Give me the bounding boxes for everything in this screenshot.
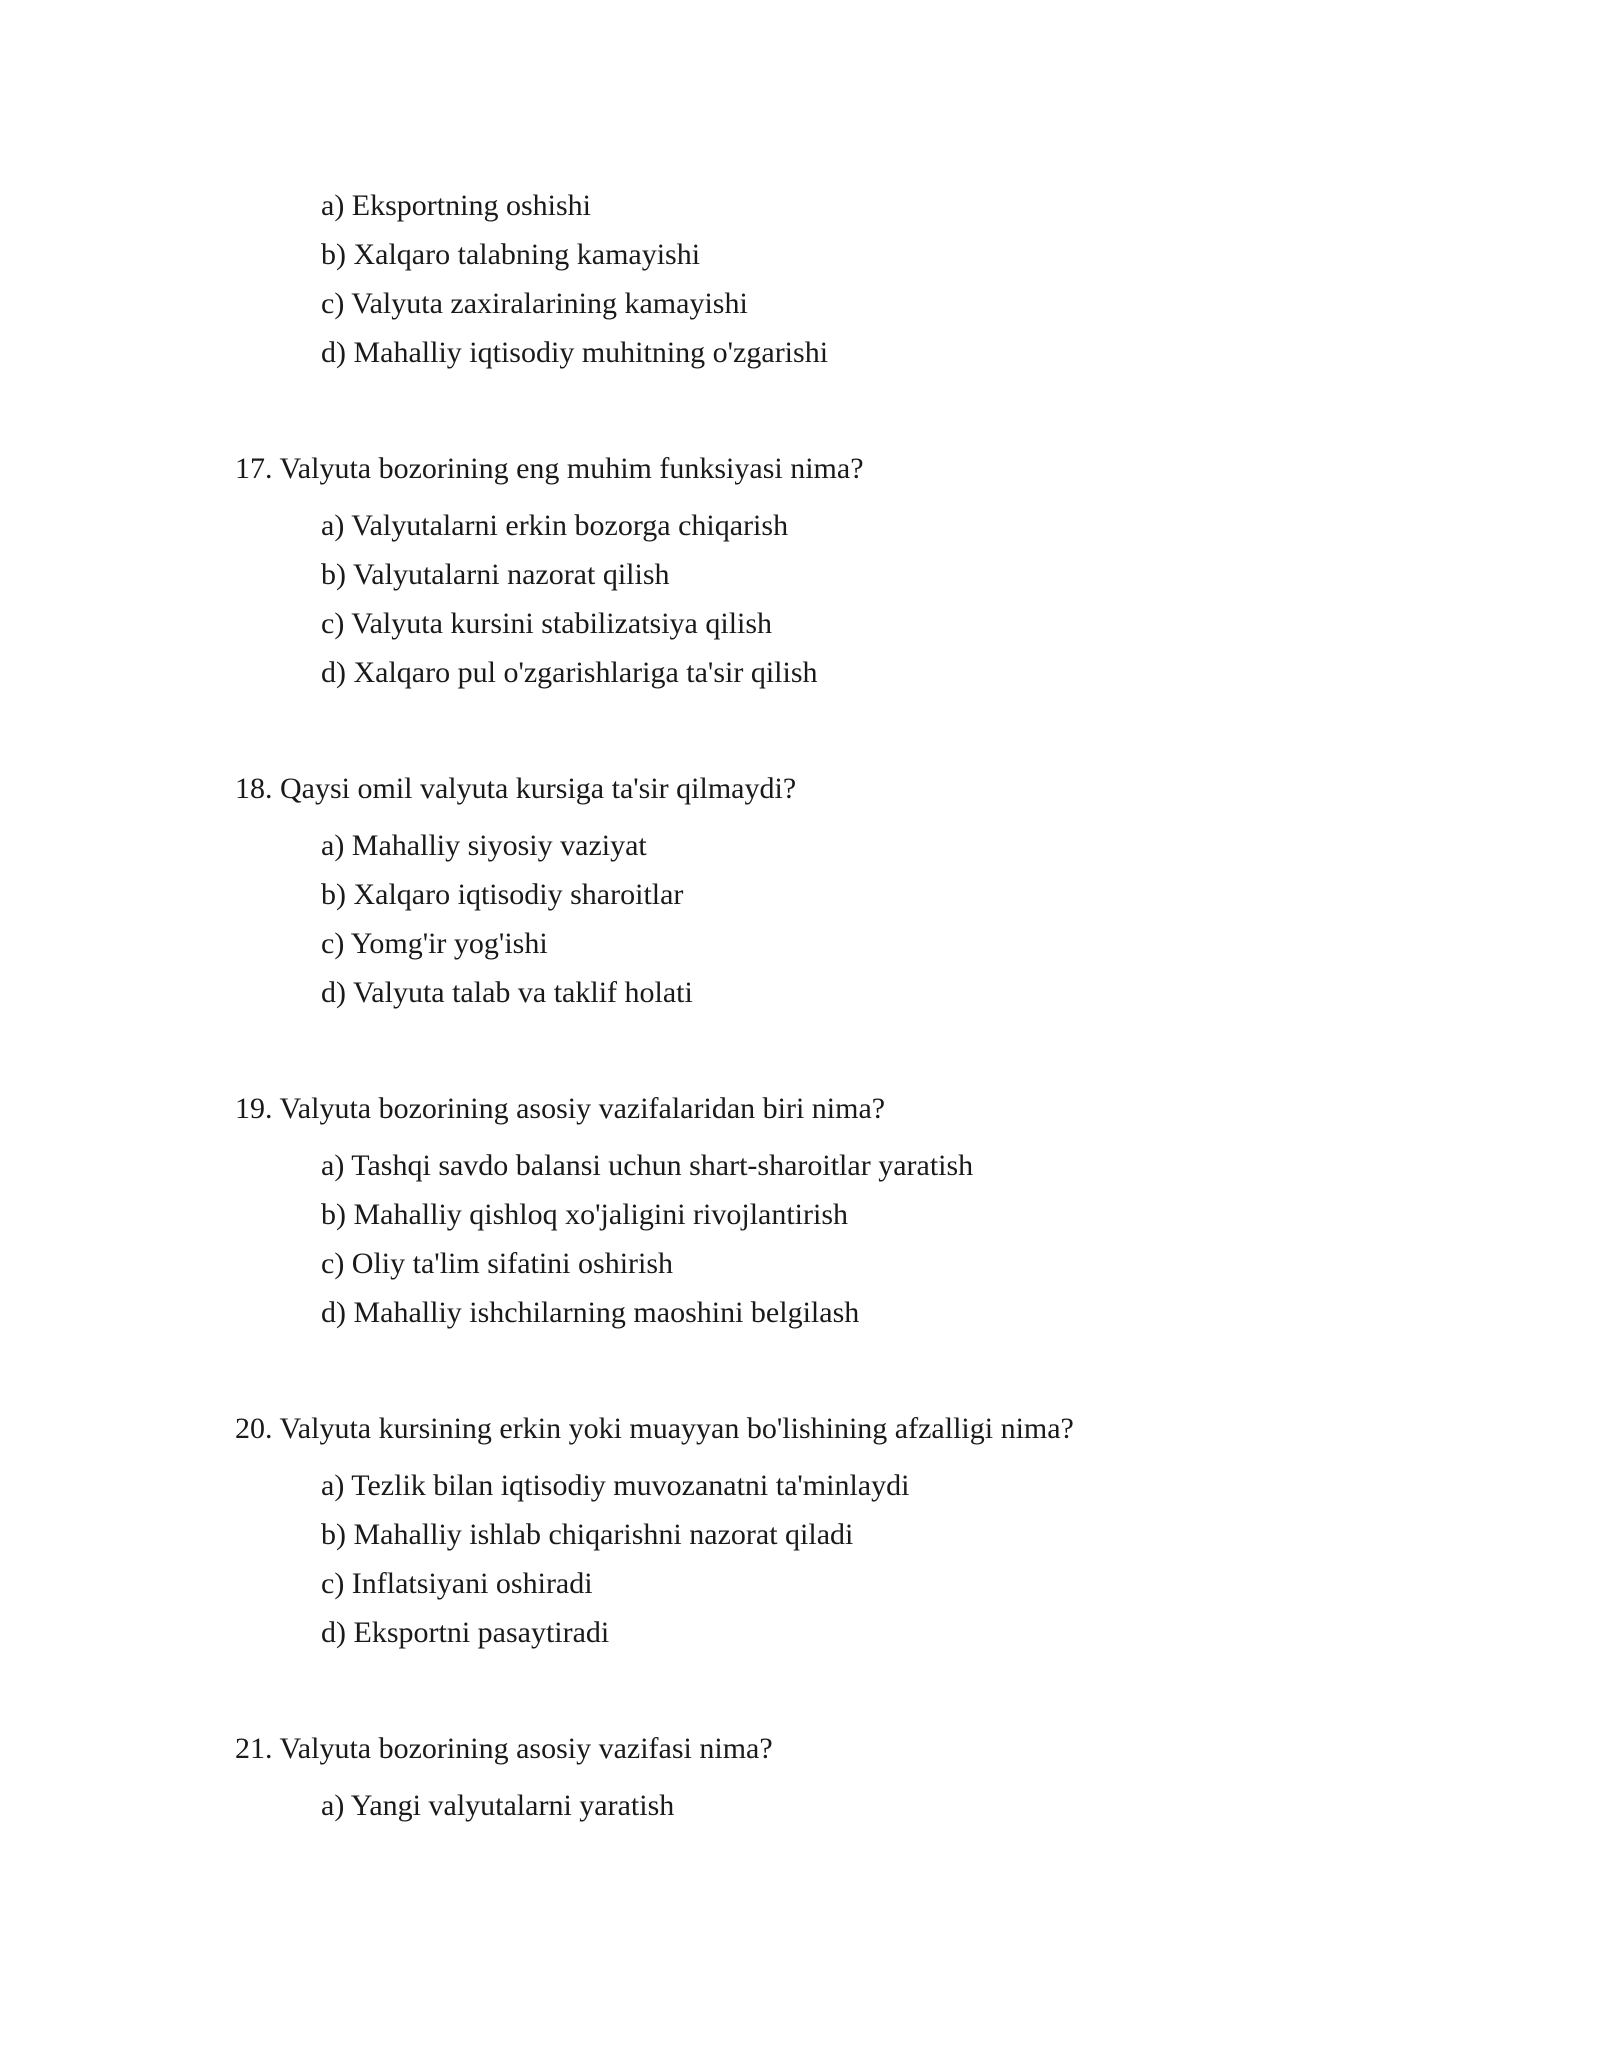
option-20-c: c) Inflatsiyani oshiradi [321, 1567, 593, 1600]
option-17-a: a) Valyutalarni erkin bozorga chiqarish [321, 509, 789, 542]
question-18-text: 18. Qaysi omil valyuta kursiga ta'sir qilmaydi? [235, 772, 797, 805]
option-19-c: c) Oliy ta'lim sifatini oshirish [321, 1247, 674, 1280]
option-16-a: a) Eksportning oshishi [321, 189, 591, 222]
option-18-a: a) Mahalliy siyosiy vaziyat [321, 829, 647, 862]
option-16-d: d) Mahalliy iqtisodiy muhitning o'zgarishi [321, 336, 829, 369]
question-19-text: 19. Valyuta bozorining asosiy vazifalaridan biri nima? [235, 1092, 886, 1125]
option-16-c: c) Valyuta zaxiralarining kamayishi [321, 287, 748, 320]
option-20-b: b) Mahalliy ishlab chiqarishni nazorat qiladi [321, 1518, 854, 1551]
option-16-b: b) Xalqaro talabning kamayishi [321, 238, 701, 271]
option-18-b: b) Xalqaro iqtisodiy sharoitlar [321, 878, 684, 911]
option-18-d: d) Valyuta talab va taklif holati [321, 976, 693, 1009]
option-20-d: d) Eksportni pasaytiradi [321, 1616, 610, 1649]
option-19-a: a) Tashqi savdo balansi uchun shart-sharoitlar yaratish [321, 1149, 974, 1182]
question-20-text: 20. Valyuta kursining erkin yoki muayyan bo'lishining afzalligi nima? [235, 1412, 1074, 1445]
option-19-b: b) Mahalliy qishloq xo'jaligini rivojlantirish [321, 1198, 849, 1231]
option-17-d: d) Xalqaro pul o'zgarishlariga ta'sir qilish [321, 656, 818, 689]
question-21-text: 21. Valyuta bozorining asosiy vazifasi nima? [235, 1732, 773, 1765]
option-19-d: d) Mahalliy ishchilarning maoshini belgilash [321, 1296, 860, 1329]
option-20-a: a) Tezlik bilan iqtisodiy muvozanatni ta'minlaydi [321, 1469, 910, 1502]
option-17-b: b) Valyutalarni nazorat qilish [321, 558, 670, 591]
option-17-c: c) Valyuta kursini stabilizatsiya qilish [321, 607, 773, 640]
question-17-text: 17. Valyuta bozorining eng muhim funksiyasi nima? [235, 452, 864, 485]
option-21-a: a) Yangi valyutalarni yaratish [321, 1789, 675, 1822]
option-18-c: c) Yomg'ir yog'ishi [321, 927, 548, 960]
